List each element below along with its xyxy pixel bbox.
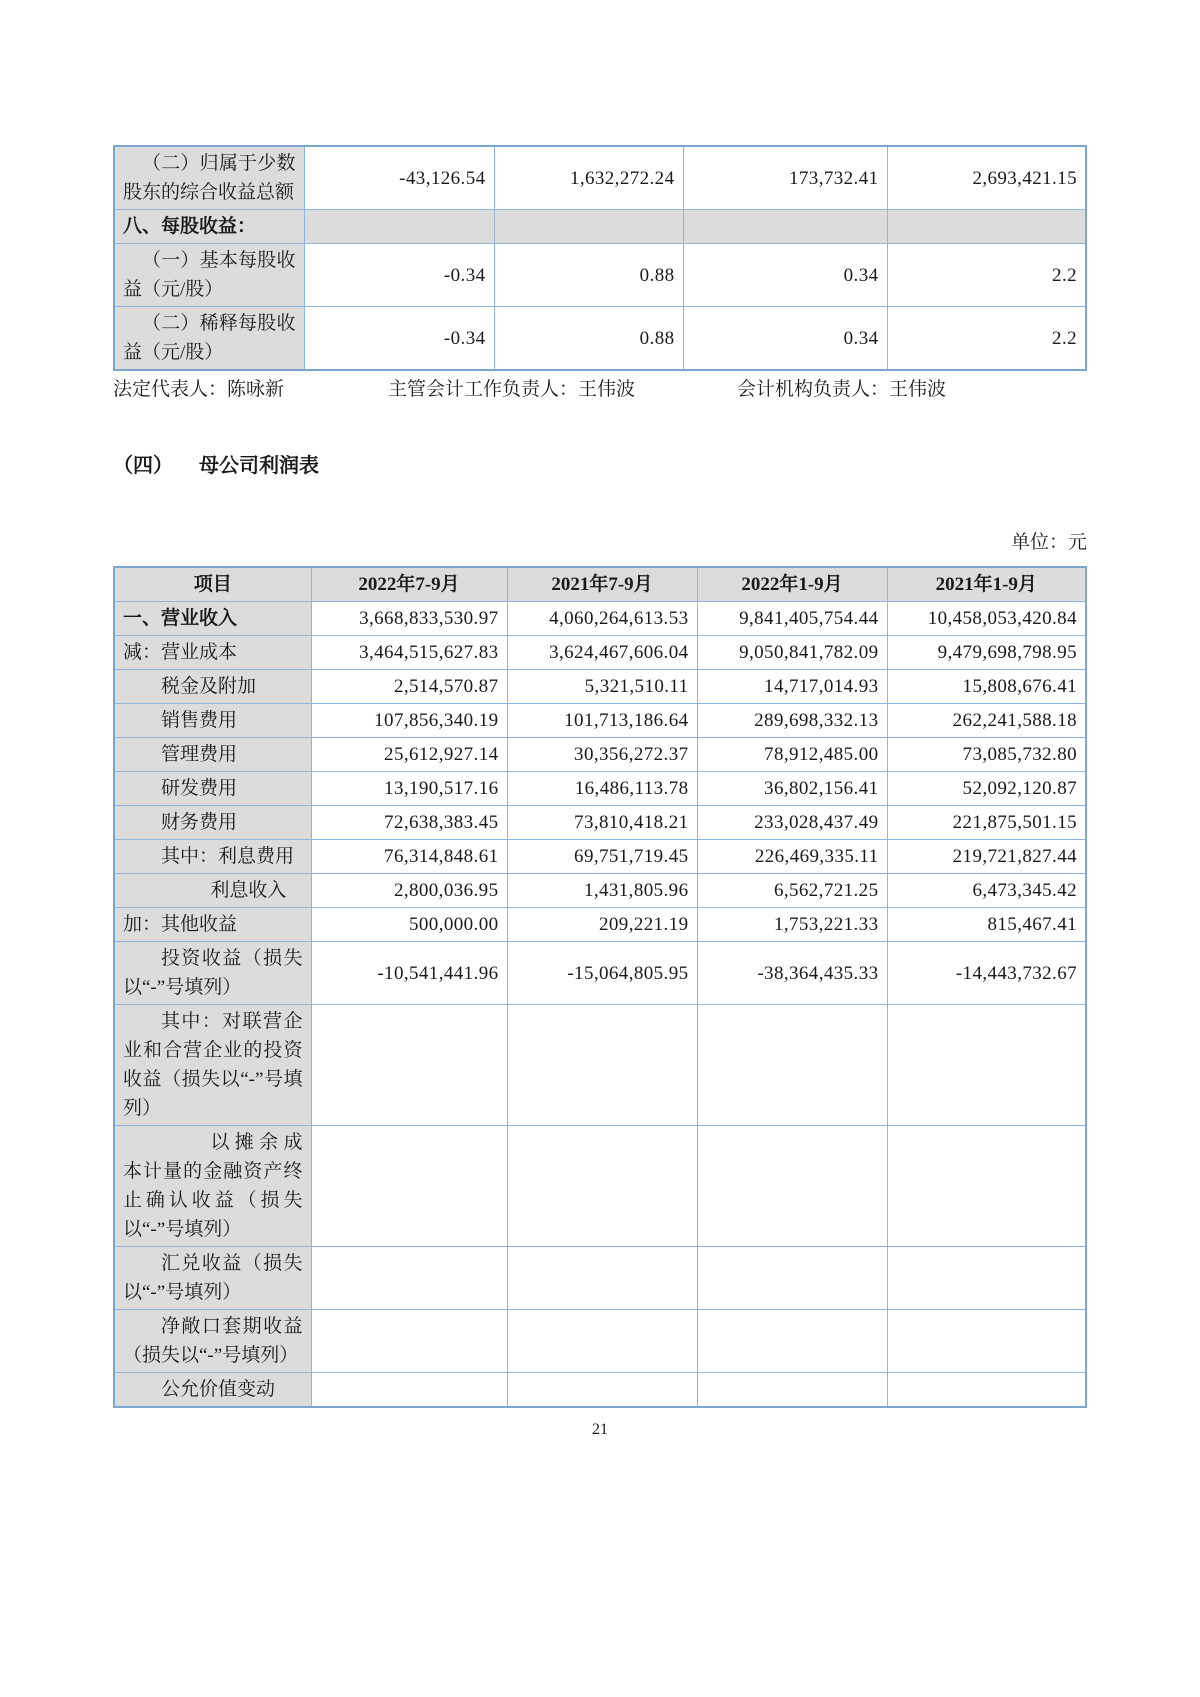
row-label: 管理费用	[114, 738, 311, 772]
cell-value: 233,028,437.49	[697, 806, 887, 840]
row-label: 税金及附加	[114, 670, 311, 704]
cell-value	[697, 1005, 887, 1126]
row-label: 以摊余成本计量的金融资产终止确认收益（损失以“-”号填列）	[114, 1126, 311, 1247]
table-row	[114, 908, 1086, 942]
table-row	[114, 636, 1086, 670]
cell-value	[697, 1373, 887, 1408]
cell-value: 500,000.00	[311, 908, 507, 942]
cell-value	[683, 210, 887, 244]
column-header-2021-ytd: 2021年1-9月	[887, 567, 1086, 602]
cell-value: 209,221.19	[507, 908, 697, 942]
cell-value: -10,541,441.96	[311, 942, 507, 1005]
cell-value	[311, 1126, 507, 1247]
cell-value	[697, 1247, 887, 1310]
table-row	[114, 1126, 1086, 1247]
page-content	[113, 0, 1087, 1440]
cell-value: 78,912,485.00	[697, 738, 887, 772]
row-label: （二）稀释每股收益（元/股）	[114, 307, 304, 371]
column-header-item: 项目	[114, 567, 311, 602]
accounting-dept-head-label: 会计机构负责人：王伟波	[737, 379, 947, 400]
cell-value: 0.34	[683, 307, 887, 371]
cell-value	[311, 1310, 507, 1373]
cell-value: -43,126.54	[304, 146, 494, 210]
table-row	[114, 942, 1086, 1005]
row-label: 净敞口套期收益（损失以“-”号填列）	[114, 1310, 311, 1373]
cell-value: 6,473,345.42	[887, 874, 1086, 908]
cell-value: 25,612,927.14	[311, 738, 507, 772]
cell-value: 226,469,335.11	[697, 840, 887, 874]
cell-value	[311, 1247, 507, 1310]
cell-value: 219,721,827.44	[887, 840, 1086, 874]
table-row	[114, 210, 1086, 244]
cell-value: 3,464,515,627.83	[311, 636, 507, 670]
table-row	[114, 874, 1086, 908]
cell-value: 14,717,014.93	[697, 670, 887, 704]
cell-value: 9,479,698,798.95	[887, 636, 1086, 670]
row-label: 一、营业收入	[114, 602, 311, 636]
cell-value: 1,753,221.33	[697, 908, 887, 942]
cell-value: 2.2	[887, 244, 1086, 307]
row-label: 汇兑收益（损失以“-”号填列）	[114, 1247, 311, 1310]
table-row	[114, 670, 1086, 704]
cell-value	[697, 1126, 887, 1247]
row-label: 加：其他收益	[114, 908, 311, 942]
column-header-2022-q3: 2022年7-9月	[311, 567, 507, 602]
cell-value: 36,802,156.41	[697, 772, 887, 806]
cell-value: 16,486,113.78	[507, 772, 697, 806]
cell-value: -15,064,805.95	[507, 942, 697, 1005]
cell-value: 13,190,517.16	[311, 772, 507, 806]
cell-value: 73,810,418.21	[507, 806, 697, 840]
row-label: 其中：对联营企业和合营企业的投资收益（损失以“-”号填列）	[114, 1005, 311, 1126]
cell-value	[311, 1373, 507, 1408]
cell-value: -0.34	[304, 244, 494, 307]
row-label: （一）基本每股收益（元/股）	[114, 244, 304, 307]
cell-value: 1,632,272.24	[494, 146, 683, 210]
cell-value: 0.88	[494, 244, 683, 307]
cell-value: -0.34	[304, 307, 494, 371]
section-title-text: 母公司利润表	[199, 455, 319, 477]
table-row	[114, 244, 1086, 307]
cell-value: 73,085,732.80	[887, 738, 1086, 772]
table-row	[114, 1005, 1086, 1126]
cell-value: 52,092,120.87	[887, 772, 1086, 806]
cell-value	[304, 210, 494, 244]
table-header-row	[114, 567, 1086, 602]
table-row	[114, 1310, 1086, 1373]
cell-value: 9,050,841,782.09	[697, 636, 887, 670]
cell-value: 0.88	[494, 307, 683, 371]
cell-value: 3,624,467,606.04	[507, 636, 697, 670]
cell-value: 2,693,421.15	[887, 146, 1086, 210]
cell-value: 69,751,719.45	[507, 840, 697, 874]
section-index: （四）	[113, 455, 173, 477]
cell-value: 173,732.41	[683, 146, 887, 210]
cell-value: 0.34	[683, 244, 887, 307]
row-label: 销售费用	[114, 704, 311, 738]
cell-value	[507, 1126, 697, 1247]
column-header-2022-ytd: 2022年1-9月	[697, 567, 887, 602]
unit-label: 单位：元	[1010, 532, 1087, 553]
table-row	[114, 1373, 1086, 1408]
cell-value: 5,321,510.11	[507, 670, 697, 704]
cell-value	[507, 1310, 697, 1373]
table-row	[114, 146, 1086, 210]
legal-representative-label: 法定代表人：陈咏新	[113, 379, 285, 400]
row-label: 利息收入	[114, 874, 311, 908]
cell-value: 1,431,805.96	[507, 874, 697, 908]
cell-value: 221,875,501.15	[887, 806, 1086, 840]
cell-value	[697, 1310, 887, 1373]
cell-value: 4,060,264,613.53	[507, 602, 697, 636]
row-label: 研发费用	[114, 772, 311, 806]
cell-value: 289,698,332.13	[697, 704, 887, 738]
cell-value: -38,364,435.33	[697, 942, 887, 1005]
cell-value	[887, 1005, 1086, 1126]
cell-value	[507, 1005, 697, 1126]
column-header-2021-q3: 2021年7-9月	[507, 567, 697, 602]
cell-value	[507, 1373, 697, 1408]
cell-value	[507, 1247, 697, 1310]
chief-accounting-officer-label: 主管会计工作负责人：王伟波	[388, 379, 636, 400]
page-number: 21	[592, 1421, 608, 1438]
cell-value: 76,314,848.61	[311, 840, 507, 874]
cell-value	[887, 210, 1086, 244]
table-row	[114, 806, 1086, 840]
row-label: （二）归属于少数股东的综合收益总额	[114, 146, 304, 210]
cell-value: 107,856,340.19	[311, 704, 507, 738]
table-row	[114, 738, 1086, 772]
table-row	[114, 772, 1086, 806]
table-row	[114, 1247, 1086, 1310]
cell-value: 9,841,405,754.44	[697, 602, 887, 636]
table-row	[114, 602, 1086, 636]
cell-value: 72,638,383.45	[311, 806, 507, 840]
cell-value: 101,713,186.64	[507, 704, 697, 738]
cell-value	[887, 1126, 1086, 1247]
cell-value	[311, 1005, 507, 1126]
cell-value: 6,562,721.25	[697, 874, 887, 908]
cell-value	[887, 1373, 1086, 1408]
cell-value: 2,800,036.95	[311, 874, 507, 908]
comprehensive-income-table	[113, 145, 1087, 371]
row-label: 财务费用	[114, 806, 311, 840]
cell-value: 15,808,676.41	[887, 670, 1086, 704]
row-label: 其中：利息费用	[114, 840, 311, 874]
cell-value: 2,514,570.87	[311, 670, 507, 704]
signature-line	[113, 379, 1087, 403]
row-label: 公允价值变动	[114, 1373, 311, 1408]
table-row	[114, 704, 1086, 738]
cell-value	[887, 1310, 1086, 1373]
row-label: 减：营业成本	[114, 636, 311, 670]
cell-value: -14,443,732.67	[887, 942, 1086, 1005]
cell-value	[494, 210, 683, 244]
row-label: 八、每股收益：	[114, 210, 304, 244]
table-row	[114, 307, 1086, 371]
cell-value: 3,668,833,530.97	[311, 602, 507, 636]
section-title	[113, 453, 1087, 479]
cell-value: 30,356,272.37	[507, 738, 697, 772]
cell-value: 2.2	[887, 307, 1086, 371]
cell-value: 262,241,588.18	[887, 704, 1086, 738]
cell-value: 815,467.41	[887, 908, 1086, 942]
cell-value: 10,458,053,420.84	[887, 602, 1086, 636]
parent-company-income-statement-table	[113, 566, 1087, 1408]
table-row	[114, 840, 1086, 874]
cell-value	[887, 1247, 1086, 1310]
row-label: 投资收益（损失以“-”号填列）	[114, 942, 311, 1005]
